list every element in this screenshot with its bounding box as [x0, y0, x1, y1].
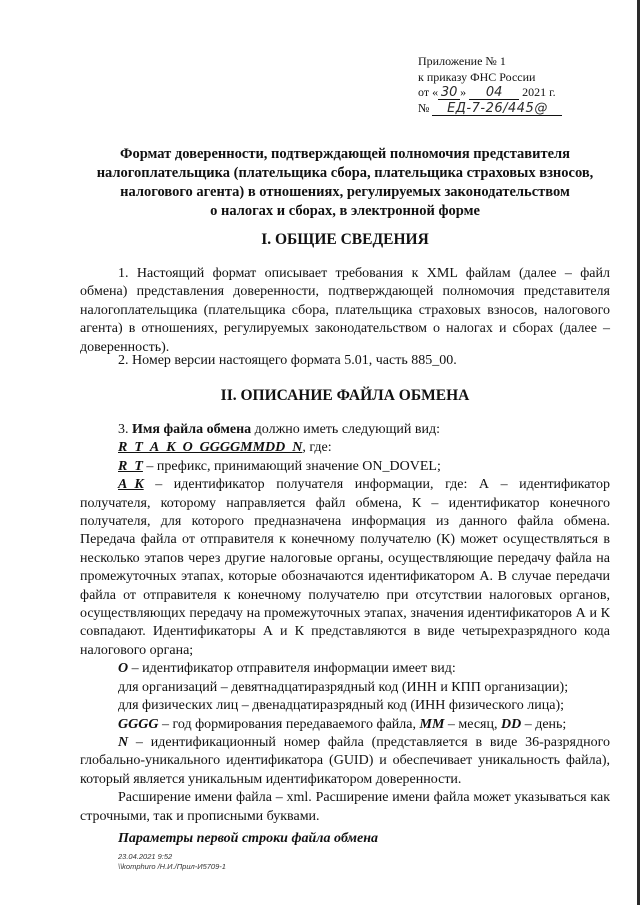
gggg-desc: – год формирования передаваемого файла,: [158, 716, 420, 732]
item-3-line: [80, 421, 610, 439]
title-line-4: о налогах и сборах, в электронной форме: [210, 203, 480, 219]
rt-term: R_T: [118, 458, 143, 474]
extension-paragraph: Расширение имени файла – xml. Расширение имени файла может указываться как строчными, так и прописными буквами.: [80, 790, 610, 824]
section-1-paragraph-1: 1. Настоящий формат описывает требования к XML файлам (далее – файл обмена) представления доверенности, подтверждающей полномочия представителя налогоплательщика (плательщика сбора, плательщика страховых взносов, налогового агента) в отношениях, регулируемых законодательством о налогах и сборах (далее – доверенность).: [80, 266, 610, 355]
person-line: для физических лиц – двенадцатиразрядный код (ИНН физического лица);: [118, 698, 564, 714]
ak-paragraph: [80, 476, 610, 660]
params-heading-line: [80, 830, 610, 848]
annex-line-2: к приказу ФНС России: [418, 69, 536, 84]
file-name-pattern: R_T_A_K_O_GGGGMMDD_N: [118, 440, 303, 456]
date-parts-line: [80, 716, 610, 734]
item-3-bold: Имя файла обмена: [132, 422, 252, 437]
pattern-suffix: , где:: [302, 440, 332, 456]
pattern-line: [80, 439, 610, 457]
title-line-3: налогового агента) в отношениях, регулируемых законодательством: [120, 184, 570, 200]
o-desc: – идентификатор отправителя информации имеет вид:: [128, 661, 456, 677]
date-prefix: от «: [418, 85, 439, 99]
n-desc: – идентификационный номер файла (представляется в виде 36-разрядного глобально-уникального идентификатора (GUID) и обеспечивает уникальность файла), который является уникальным идентификатором доверенности.: [80, 734, 610, 787]
date-year: 2021 г.: [522, 85, 556, 99]
date-day: 30: [438, 86, 460, 100]
rt-line: [80, 458, 610, 476]
date-month: 04: [469, 86, 519, 100]
dd-desc: – день;: [521, 716, 567, 732]
order-number: ЕД-7-26/445@: [432, 102, 562, 116]
section-1-paragraph-2: 2. Номер версии настоящего формата 5.01, часть 885_00.: [118, 353, 457, 368]
page-footer: [118, 852, 226, 872]
date-mid: »: [460, 85, 467, 99]
o-term: O: [118, 661, 129, 677]
params-heading: Параметры первой строки файла обмена: [118, 830, 378, 846]
item-3-number: 3.: [118, 422, 132, 437]
title-line-2: налогоплательщика (плательщика сбора, плательщика страховых взносов,: [96, 165, 594, 181]
org-line: для организаций – девятнадцатиразрядный код (ИНН и КПП организации);: [118, 679, 569, 695]
gggg-term: GGGG: [118, 716, 159, 732]
number-prefix: №: [418, 100, 430, 115]
ak-desc: – идентификатор получателя информации, где: А – идентификатор получателя, которому направляется файл обмена, К – идентификатор конечного получателя, для которого предназначена информация из данного файла обмена. Передача файла от отправителя к конечному получателю (К) может осуществляться в несколько этапов через другие налоговые органы, осуществляющие передачу файла на промежуточных этапах, которые обозначаются идентификатором А. В случае передачи файла от отправителя к конечному получателю при отсутствии налоговых органов, осуществляющих передачу на промежуточных этапах, значения идентификаторов А и К совпадают. Идентификаторы А и К представляются в виде четырехразрядного кода налогового органа;: [80, 477, 610, 658]
annex-line-1: Приложение № 1: [418, 54, 506, 68]
o-line: [80, 660, 610, 678]
section-2-heading: II. ОПИСАНИЕ ФАЙЛА ОБМЕНА: [220, 387, 470, 404]
document-title: [80, 145, 610, 221]
title-line-1: Формат доверенности, подтверждающей полномочия представителя: [119, 146, 571, 162]
annex-number-line: [418, 101, 618, 117]
annex-date-line: [418, 85, 618, 101]
ak-term: A_K: [118, 477, 144, 493]
annex-block: [418, 54, 618, 116]
footer-path: \\komphuro /Н.И./Прил-И5709-1: [118, 862, 226, 871]
section-2-body: [80, 421, 610, 848]
mm-term: MM: [419, 716, 445, 732]
item-3-rest: должно иметь следующий вид:: [251, 422, 441, 437]
n-paragraph: [80, 734, 610, 789]
mm-desc: – месяц,: [444, 716, 501, 732]
section-1-heading: I. ОБЩИЕ СВЕДЕНИЯ: [261, 231, 429, 248]
dd-term: DD: [500, 716, 522, 732]
n-term: N: [118, 734, 129, 750]
footer-timestamp: 23.04.2021 9:52: [118, 852, 173, 861]
rt-desc: – префикс, принимающий значение ON_DOVEL;: [142, 458, 441, 474]
